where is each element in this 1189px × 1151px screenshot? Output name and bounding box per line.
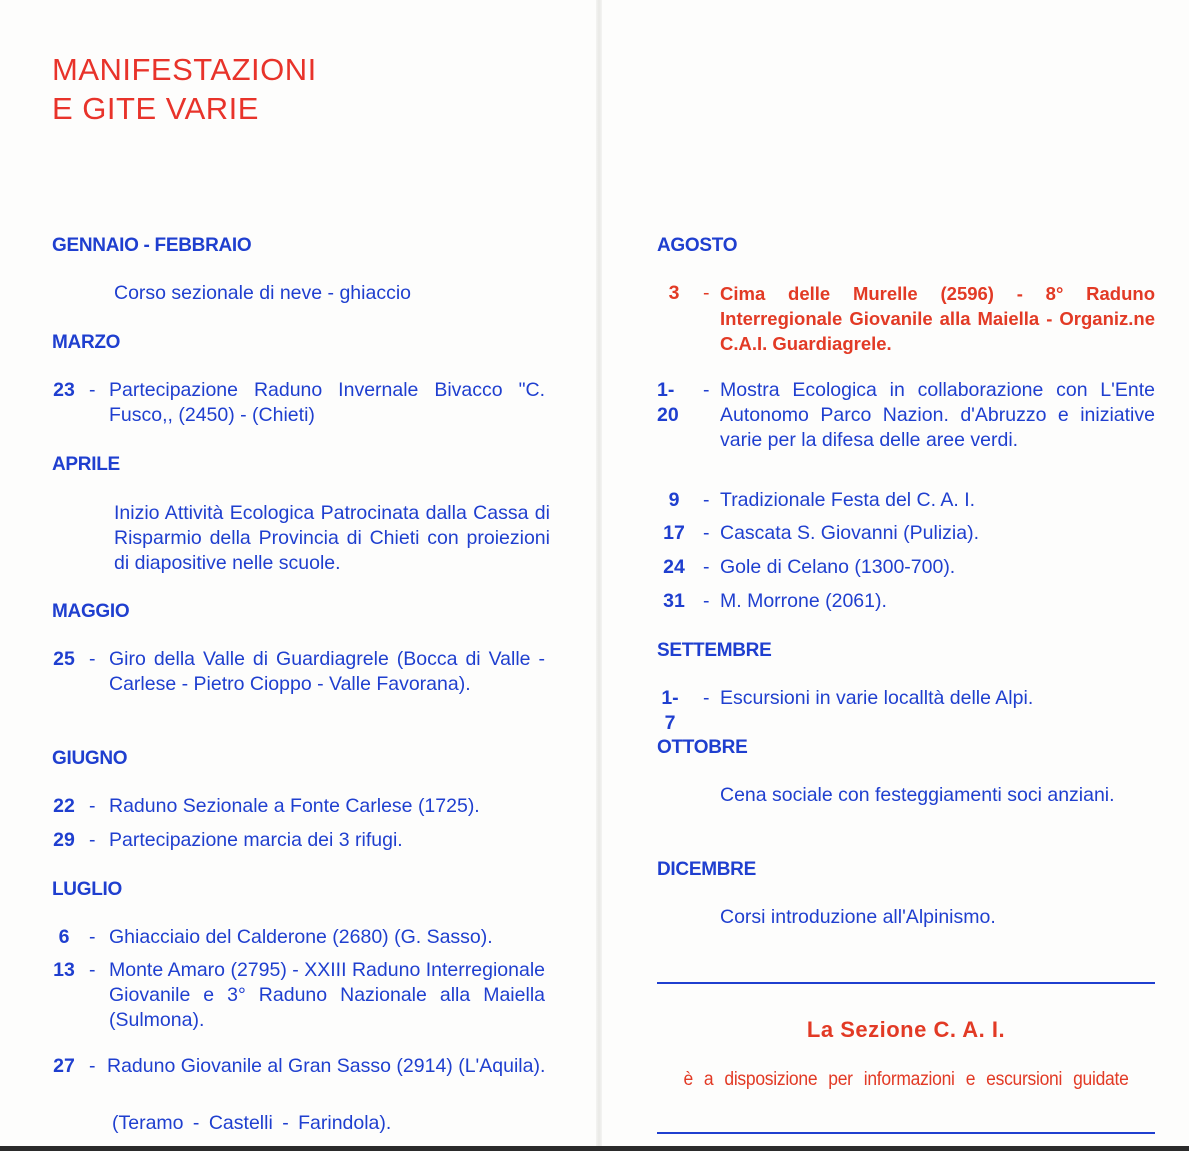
page-bottom-edge [0,1146,1189,1151]
list-item [657,378,1155,478]
entry-dash: - [703,590,710,612]
entry-text: Partecipazione Raduno Invernale Bivacco "C. Fusco,, (2450) - (Chieti) [109,379,545,426]
month-marzo: MARZO [52,332,121,353]
entry-dash: - [703,522,710,544]
list-item [47,925,550,950]
dicembre-text: Corsi introduzione all'Alpinismo. [720,906,996,928]
entry-text: Ghiacciaio del Calderone (2680) (G. Sasso). [109,926,493,948]
entry-day: 17 [663,522,685,544]
entry-day: 22 [53,795,75,817]
list-item [47,378,550,428]
entry-dash: - [89,926,96,948]
list-item [47,1054,550,1104]
entry-day: 31 [663,590,685,612]
entry-day: 23 [53,379,75,401]
entry-day: 13 [53,959,75,981]
entry-text: Escursioni in varie localltà delle Alpi. [720,687,1034,709]
entry-dash: - [89,829,96,851]
month-ottobre: OTTOBRE [657,737,748,758]
entry-day: 3 [668,282,680,304]
list-item [47,828,550,853]
list-item [47,647,550,722]
entry-dash: - [89,795,96,817]
month-dicembre: DICEMBRE [657,859,756,880]
entry-text: Raduno Giovanile al Gran Sasso (2914) (L'Aquila). [107,1055,546,1077]
entry-day: 29 [53,829,75,851]
entry-text: Partecipazione marcia dei 3 rifugi. [109,829,403,851]
list-item [47,958,550,1033]
entry-day: 6 [58,926,70,948]
highlight-event [657,281,1155,356]
entry-text: Gole di Celano (1300-700). [720,556,956,578]
divider-top [657,982,1155,984]
sezione-title: La Sezione C. A. I. [806,1017,1006,1042]
month-luglio: LUGLIO [52,879,122,900]
entry-day: 9 [668,489,680,511]
entry-day: 1-7 [661,687,679,734]
entry-text: Cascata S. Giovanni (Pulizia). [720,522,980,544]
sezione-note: è a disposizione per informazioni e escursioni guidate [683,1069,1129,1090]
entry-day: 24 [663,556,685,578]
entry-dash: - [703,556,710,578]
month-aprile: APRILE [52,454,120,475]
gennaio-text: Corso sezionale di neve - ghiaccio [114,282,411,304]
page-title [52,50,317,128]
list-item [47,794,550,819]
entry-dash: - [703,282,710,304]
list-item [657,488,1155,513]
aprile-text: Inizio Attività Ecologica Patrocinata dalla Cassa di Risparmio della Provincia di Chieti con proiezioni di diapositive nelle scuole. [114,502,550,574]
entry-dash: - [89,959,96,981]
luglio-note: (Teramo - Castelli - Farindola). [112,1112,392,1134]
entry-text: Cima delle Murelle (2596) - 8° Raduno Interregionale Giovanile alla Maiella - Organiz.ne C.A.I. Guardiagrele. [720,283,1155,354]
entry-text: M. Morrone (2061). [720,590,887,612]
entry-dash: - [89,1055,96,1077]
entry-dash: - [703,379,710,401]
entry-dash: - [703,489,710,511]
entry-dash: - [703,687,710,709]
month-agosto: AGOSTO [657,235,738,256]
list-item [657,589,1155,614]
entry-text: Giro della Valle di Guardiagrele (Bocca di Valle - Carlese - Pietro Cioppo - Valle Favorana). [109,648,545,695]
entry-day: 25 [53,648,75,670]
ottobre-text: Cena sociale con festeggiamenti soci anziani. [720,784,1115,806]
month-giugno: GIUGNO [52,748,128,769]
entry-day: 1-20 [657,379,679,426]
entry-text: Tradizionale Festa del C. A. I. [720,489,976,511]
month-settembre: SETTEMBRE [657,640,772,661]
list-item [657,686,1155,734]
list-item [657,555,1155,580]
entry-text: Mostra Ecologica in collaborazione con L'Ente Autonomo Parco Nazion. d'Abruzzo e iniziative varie per la difesa delle aree verdi. [720,379,1155,451]
entry-text: Raduno Sezionale a Fonte Carlese (1725). [109,795,480,817]
month-maggio: MAGGIO [52,601,130,622]
title-line-2: E GITE VARIE [52,91,259,126]
entry-dash: - [89,379,96,401]
entry-day: 27 [53,1055,75,1077]
entry-dash: - [89,648,96,670]
list-item [657,521,1155,546]
title-line-1: MANIFESTAZIONI [52,52,317,87]
divider-bottom [657,1132,1155,1134]
entry-text: Monte Amaro (2795) - XXIII Raduno Interregionale Giovanile e 3° Raduno Nazionale alla Maiella (Sulmona). [109,959,545,1031]
month-gennaio-febbraio: GENNAIO - FEBBRAIO [52,235,252,256]
page-fold [596,0,602,1151]
